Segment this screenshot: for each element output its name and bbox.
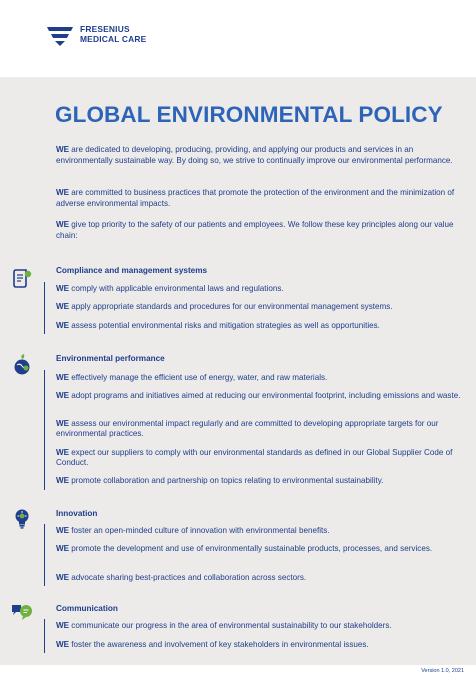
section-title-communication: Communication: [56, 604, 118, 613]
list-item: WE adopt programs and initiatives aimed at reducing our environmental footprint, including emissions and waste.: [56, 391, 461, 400]
list-item: WE promote the development and use of environmentally sustainable products, processes, and services.: [56, 544, 433, 553]
logo-text: [80, 24, 146, 44]
intro-paragraph-3: WE give top priority to the safety of our patients and employees. We follow these key principles along our value chain:: [56, 220, 454, 240]
list-item: WE communicate our progress in the area of environmental sustainability to our stakeholders.: [56, 621, 392, 630]
section-divider: [44, 282, 45, 334]
section-divider: [44, 619, 45, 653]
section-divider: [44, 524, 45, 586]
document-check-icon: [11, 268, 33, 290]
globe-leaf-icon: [11, 354, 33, 376]
intro-paragraph-1: WE are dedicated to developing, producing, providing, and applying our products and services in an environmentally sustainable way. By doing so, we strive to continually improve our environmental performance.: [56, 145, 453, 165]
version-label: Version 1.0, 2021: [421, 668, 464, 674]
section-title-compliance: Compliance and management systems: [56, 266, 208, 275]
list-item: WE effectively manage the efficient use of energy, water, and raw materials.: [56, 373, 328, 382]
section-divider: [44, 370, 45, 490]
logo-line-2: MEDICAL CARE: [80, 34, 147, 44]
list-item: WE assess our environmental impact regularly and are committed to developing appropriate targets for our environmental practices.: [56, 419, 439, 439]
list-item: WE assess potential environmental risks and mitigation strategies as well as opportunities.: [56, 321, 380, 330]
page-title: GLOBAL ENVIRONMENTAL POLICY: [55, 102, 443, 127]
list-item: WE comply with applicable environmental laws and regulations.: [56, 284, 284, 293]
intro-paragraph-2: WE are committed to business practices that promote the protection of the environment and the minimization of adverse environmental impacts.: [56, 188, 455, 208]
header: [0, 0, 476, 77]
section-title-innovation: Innovation: [56, 509, 98, 518]
list-item: WE foster the awareness and involvement of key stakeholders in environmental issues.: [56, 640, 369, 649]
list-item: WE apply appropriate standards and procedures for our environmental management systems.: [56, 302, 393, 311]
company-logo: [46, 24, 146, 46]
chat-bubbles-icon: [11, 601, 33, 623]
fresenius-logo-icon: [46, 26, 74, 46]
logo-line-1: FRESENIUS: [80, 24, 130, 34]
section-title-environmental-performance: Environmental performance: [56, 354, 165, 363]
lightbulb-icon: [11, 508, 33, 530]
list-item: WE advocate sharing best-practices and collaboration across sectors.: [56, 573, 307, 582]
list-item: WE promote collaboration and partnership on topics relating to environmental sustainability.: [56, 476, 384, 485]
list-item: WE expect our suppliers to comply with our environmental standards as defined in our Global Supplier Code of Conduct.: [56, 448, 453, 468]
list-item: WE foster an open-minded culture of innovation with environmental benefits.: [56, 526, 330, 535]
